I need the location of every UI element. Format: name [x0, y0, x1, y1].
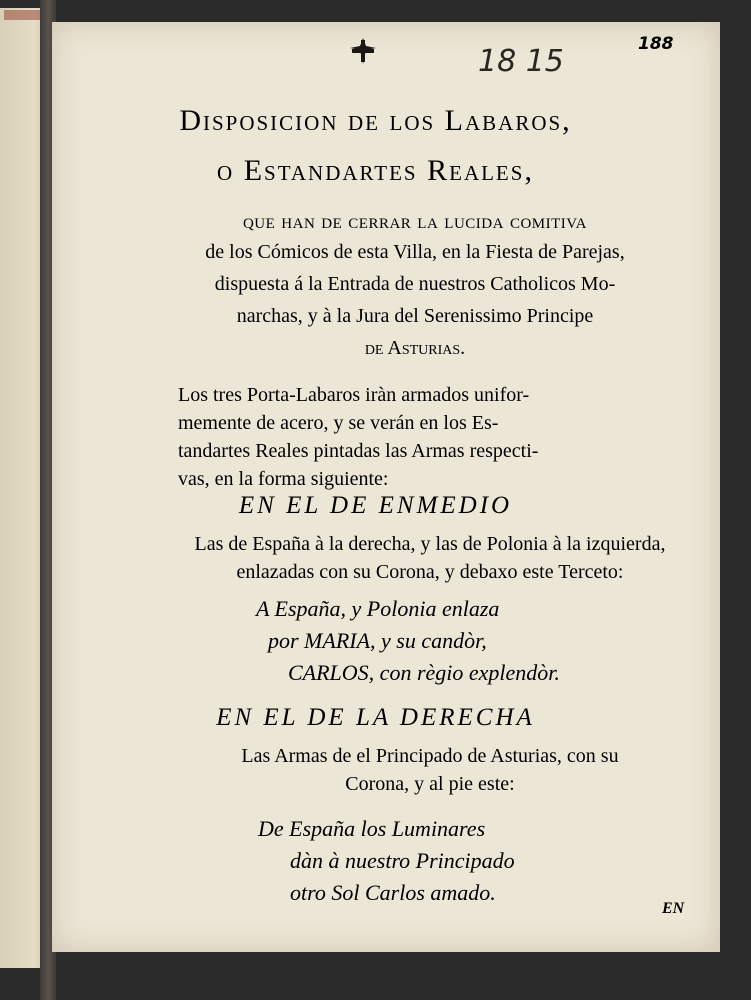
subtitle-line-3: dispuesta á la Entrada de nuestros Catholicos Mo-	[214, 273, 616, 295]
intro-line-1: Los tres Porta-Labaros iràn armados unifor-	[178, 384, 530, 406]
title-line-1: Disposicion de los Labaros,	[179, 104, 572, 137]
verse1-line-3: CARLOS, con règio explendòr.	[288, 660, 560, 685]
section1-line-2: enlazadas con su Corona, y debaxo este Terceto:	[236, 561, 624, 583]
section-heading-middle: EN EL DE ENMEDIO	[238, 492, 513, 519]
verse1-line-2: por MARIA, y su candòr,	[268, 628, 487, 653]
verse1-line-1: A España, y Polonia enlaza	[256, 596, 500, 621]
section-heading-right: EN EL DE LA DERECHA	[216, 704, 535, 731]
catchword: EN	[662, 900, 685, 917]
binding-strip	[4, 10, 44, 20]
section1-line-1: Las de España à la derecha, y las de Polonia à la izquierda,	[194, 533, 666, 555]
verse2-line-3: otro Sol Carlos amado.	[290, 880, 496, 905]
subtitle-line-5: de Asturias.	[364, 337, 466, 359]
subtitle-line-1: que han de cerrar la lucida comitiva	[242, 208, 588, 233]
cross-icon	[348, 36, 378, 66]
section2-line-2: Corona, y al pie este:	[345, 773, 515, 795]
folio-number: 188	[638, 34, 674, 54]
subtitle-line-2: de los Cómicos de esta Villa, en la Fiesta de Parejas,	[205, 241, 625, 263]
verse2-line-2: dàn à nuestro Principado	[290, 848, 515, 873]
title-line-2: o Estandartes Reales,	[217, 154, 534, 187]
handwritten-number: 18 15	[478, 44, 564, 79]
subtitle-line-4: narchas, y à la Jura del Serenissimo Principe	[236, 305, 594, 327]
intro-line-2: memente de acero, y se verán en los Es-	[178, 412, 499, 434]
intro-line-3: tandartes Reales pintadas las Armas respecti-	[178, 440, 539, 462]
intro-line-4: vas, en la forma siguiente:	[178, 468, 389, 490]
section2-line-1: Las Armas de el Principado de Asturias, con su	[241, 745, 619, 767]
verse2-line-1: De España los Luminares	[258, 816, 486, 841]
